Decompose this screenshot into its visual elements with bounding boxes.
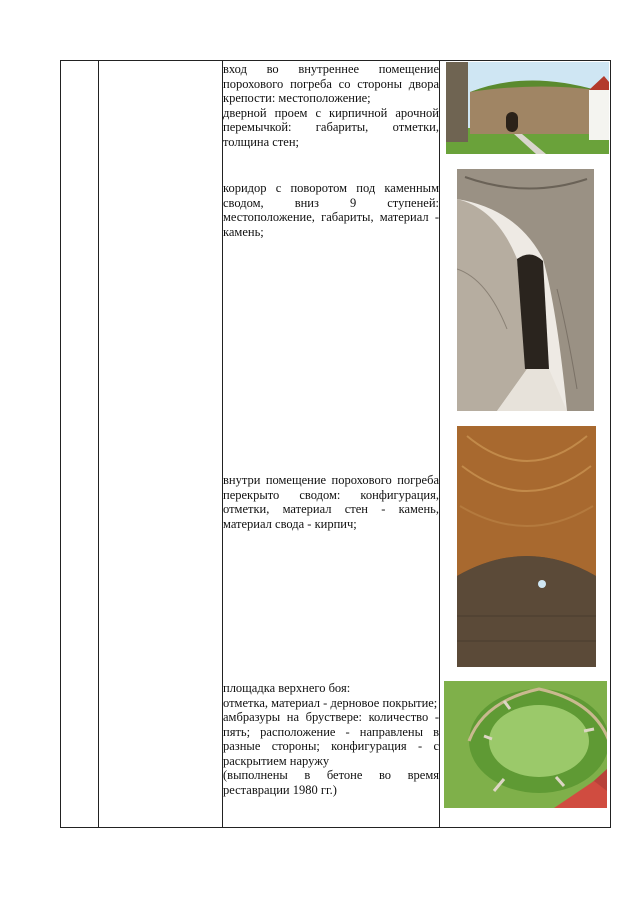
- row-4-photo: [444, 681, 607, 808]
- column-divider-1: [98, 61, 99, 827]
- row-2-description: коридор с поворотом под каменным сводом, вниз 9 ступеней: местоположение, габариты, материал - камень;: [223, 181, 439, 239]
- row-1-description: вход во внутреннее помещение порохового погреба со стороны двора крепости: местоположение; дверной проем с кирпичной арочной перемычкой: габариты, отметки, толщина стен;: [223, 62, 439, 149]
- row-3-description: внутри помещение порохового погреба перекрыто сводом: конфигурация, отметки, материал стен - камень, материал свода - кирпич;: [223, 473, 439, 531]
- row-3-photo: [457, 426, 596, 667]
- row-1-photo: [446, 62, 609, 154]
- column-divider-3: [439, 61, 440, 827]
- row-2-photo: [457, 169, 594, 411]
- row-4-description: площадка верхнего боя: отметка, материал - дерновое покрытие; амбразуры на бруствере: количество - пять; расположение - направлены в разные стороны; конфигурация - с раскрытием наружу (выполнены в бетоне во время реставрации 1980 гг.): [223, 681, 439, 797]
